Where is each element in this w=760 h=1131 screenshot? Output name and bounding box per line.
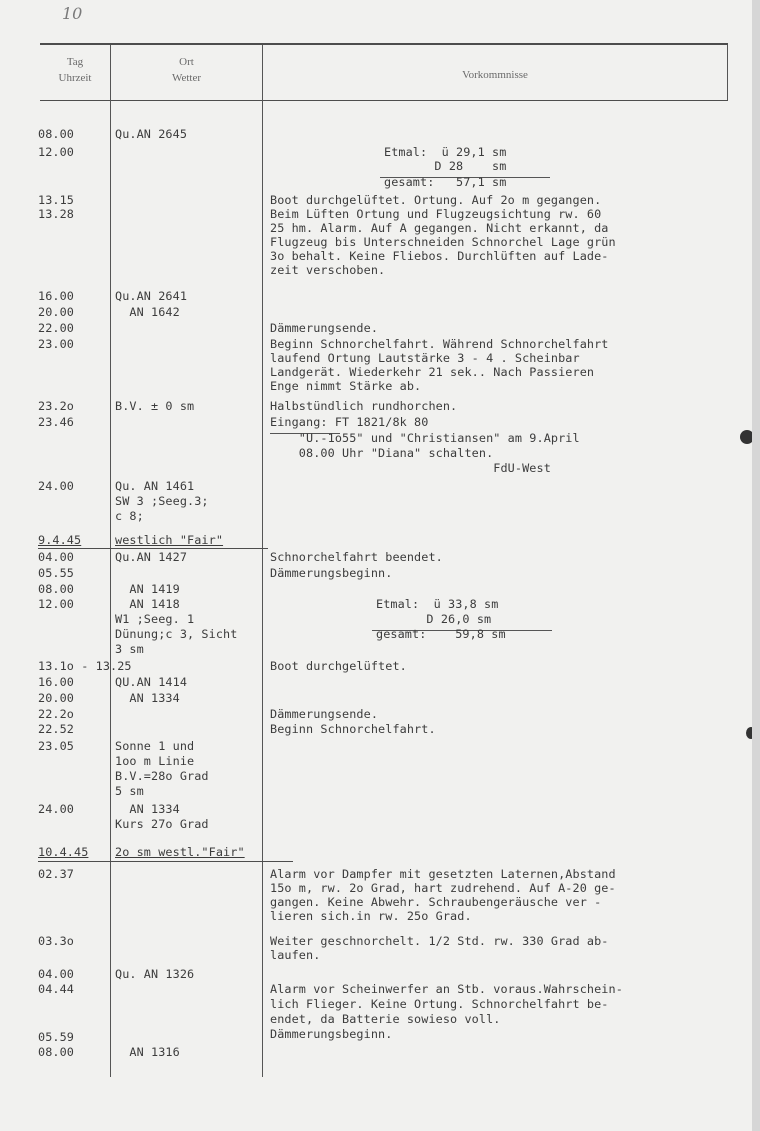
row-ort: W1 ;Seeg. 1 (115, 612, 195, 626)
day-separator-9-4-45 (38, 548, 268, 549)
row-ort: 1oo m Linie (115, 754, 195, 768)
row-text: Dämmerungsende. (270, 707, 379, 721)
row-time: 23.2o (38, 399, 75, 413)
row-ort: westlich "Fair" (115, 533, 224, 547)
header-vorkommnisse: Vorkommnisse (462, 69, 528, 81)
row-text: Beginn Schnorchelfahrt. Während Schnorchelfahrt (270, 337, 609, 351)
row-time: 02.37 (38, 867, 75, 881)
row-ort: SW 3 ;Seeg.3; (115, 494, 209, 508)
row-text: Etmal: ü 33,8 sm (376, 597, 499, 611)
row-time: 08.00 (38, 127, 75, 141)
row-time: 13.1o - 13.25 (38, 659, 132, 673)
row-ort: 5 sm (115, 784, 144, 798)
row-text: zeit verschoben. (270, 263, 386, 277)
row-ort: Qu.AN 1427 (115, 550, 188, 564)
row-text: Beginn Schnorchelfahrt. (270, 722, 436, 736)
row-time: 12.00 (38, 145, 75, 159)
row-ort: Qu.AN 2641 (115, 289, 188, 303)
column-divider-2 (262, 45, 263, 1077)
row-time: 04.44 (38, 982, 75, 996)
row-text: gangen. Keine Abwehr. Schraubengeräusche ver - (270, 895, 602, 909)
row-time: 24.00 (38, 802, 75, 816)
row-text: Schnorchelfahrt beendet. (270, 550, 443, 564)
row-text: Boot durchgelüftet. (270, 659, 407, 673)
row-ort: AN 1334 (115, 802, 180, 816)
paper-edge (752, 0, 760, 1131)
row-ort: AN 1419 (115, 582, 180, 596)
row-time: 04.00 (38, 967, 75, 981)
row-date: 10.4.45 (38, 845, 89, 859)
table-top-rule (40, 43, 728, 45)
row-text: laufend Ortung Lautstärke 3 - 4 . Scheinbar (270, 351, 580, 365)
row-text: 08.00 Uhr "Diana" schalten. (270, 446, 494, 460)
row-ort: QU.AN 1414 (115, 675, 188, 689)
row-text: laufen. (270, 948, 321, 962)
row-text: lich Flieger. Keine Ortung. Schnorchelfahrt be- (270, 997, 609, 1011)
row-time: 22.00 (38, 321, 75, 335)
row-time: 23.05 (38, 739, 75, 753)
row-ort: AN 1642 (115, 305, 180, 319)
row-ort: B.V. ± 0 sm (115, 399, 195, 413)
row-ort: Dünung;c 3, Sicht (115, 627, 238, 641)
row-text: gesamt: 57,1 sm (384, 175, 507, 189)
row-text: D 28 sm (384, 159, 507, 173)
row-text: D 26,0 sm (376, 612, 492, 626)
page-number: 10 (62, 4, 83, 23)
row-ort: Qu. AN 1461 (115, 479, 195, 493)
row-time: 08.00 (38, 1045, 75, 1059)
day-separator-9-4-45-end (38, 861, 293, 862)
row-text: Dämmerungsbeginn. (270, 1027, 393, 1041)
row-text: "U.-1o55" und "Christiansen" am 9.April (270, 431, 580, 445)
row-ort: B.V.=28o Grad (115, 769, 209, 783)
row-text: Flugzeug bis Unterschneiden Schnorchel Lage grün (270, 235, 616, 249)
row-ort: AN 1334 (115, 691, 180, 705)
row-text: Halbstündlich rundhorchen. (270, 399, 458, 413)
row-ort: Kurs 27o Grad (115, 817, 209, 831)
header-ort-wetter: Ort Wetter (171, 56, 202, 84)
row-ort: 2o sm westl."Fair" (115, 845, 245, 859)
row-text: Landgerät. Wiederkehr 21 sek.. Nach Passieren (270, 365, 595, 379)
row-text: Boot durchgelüftet. Ortung. Auf 2o m gegangen. (270, 193, 602, 207)
header-bottom-rule (40, 100, 728, 101)
row-ort: Qu.AN 2645 (115, 127, 188, 141)
row-time: 05.55 (38, 566, 75, 580)
row-text: Eingang: FT 1821/8k 80 (270, 415, 429, 429)
row-text: gesamt: 59,8 sm (376, 627, 506, 641)
row-ort: AN 1418 (115, 597, 180, 611)
row-time: 20.00 (38, 691, 75, 705)
row-time: 08.00 (38, 582, 75, 596)
header-tag-uhrzeit: Tag Uhrzeit (58, 56, 92, 84)
row-text: endet, da Batterie sowieso voll. (270, 1012, 501, 1026)
row-text: Dämmerungsbeginn. (270, 566, 393, 580)
row-time: 13.15 (38, 193, 75, 207)
row-time: 23.46 (38, 415, 75, 429)
row-text: 3o behalt. Keine Fliebos. Durchlüften auf Lade- (270, 249, 609, 263)
row-time: 16.00 (38, 675, 75, 689)
row-ort: Qu. AN 1326 (115, 967, 195, 981)
row-time: 24.00 (38, 479, 75, 493)
row-text: Beim Lüften Ortung und Flugzeugsichtung rw. 60 (270, 207, 602, 221)
row-time: 22.52 (38, 722, 75, 736)
row-text: lieren sich.in rw. 25o Grad. (270, 909, 472, 923)
row-text: Alarm vor Scheinwerfer an Stb. voraus.Wahrschein- (270, 982, 623, 996)
row-time: 04.00 (38, 550, 75, 564)
row-text: 25 hm. Alarm. Auf A gegangen. Nicht erkannt, da (270, 221, 609, 235)
row-text: Weiter geschnorchelt. 1/2 Std. rw. 330 Grad ab- (270, 934, 609, 948)
row-date: 9.4.45 (38, 533, 82, 547)
column-divider-1 (110, 45, 111, 1077)
row-ort: AN 1316 (115, 1045, 180, 1059)
row-ort: 3 sm (115, 642, 144, 656)
row-ort: Sonne 1 und (115, 739, 195, 753)
row-text: Etmal: ü 29,1 sm (384, 145, 507, 159)
row-time: 22.2o (38, 707, 75, 721)
row-text: Alarm vor Dampfer mit gesetzten Laternen,Abstand (270, 867, 616, 881)
row-time: 05.59 (38, 1030, 75, 1044)
row-time: 13.28 (38, 207, 75, 221)
row-time: 20.00 (38, 305, 75, 319)
row-text: FdU-West (270, 461, 551, 475)
row-text: Dämmerungsende. (270, 321, 379, 335)
row-time: 03.3o (38, 934, 75, 948)
right-border (727, 45, 728, 100)
row-time: 16.00 (38, 289, 75, 303)
row-ort: c 8; (115, 509, 144, 523)
row-time: 12.00 (38, 597, 75, 611)
row-time: 23.00 (38, 337, 75, 351)
row-text: Enge nimmt Stärke ab. (270, 379, 422, 393)
row-text: 15o m, rw. 2o Grad, hart zudrehend. Auf A-20 ge- (270, 881, 616, 895)
